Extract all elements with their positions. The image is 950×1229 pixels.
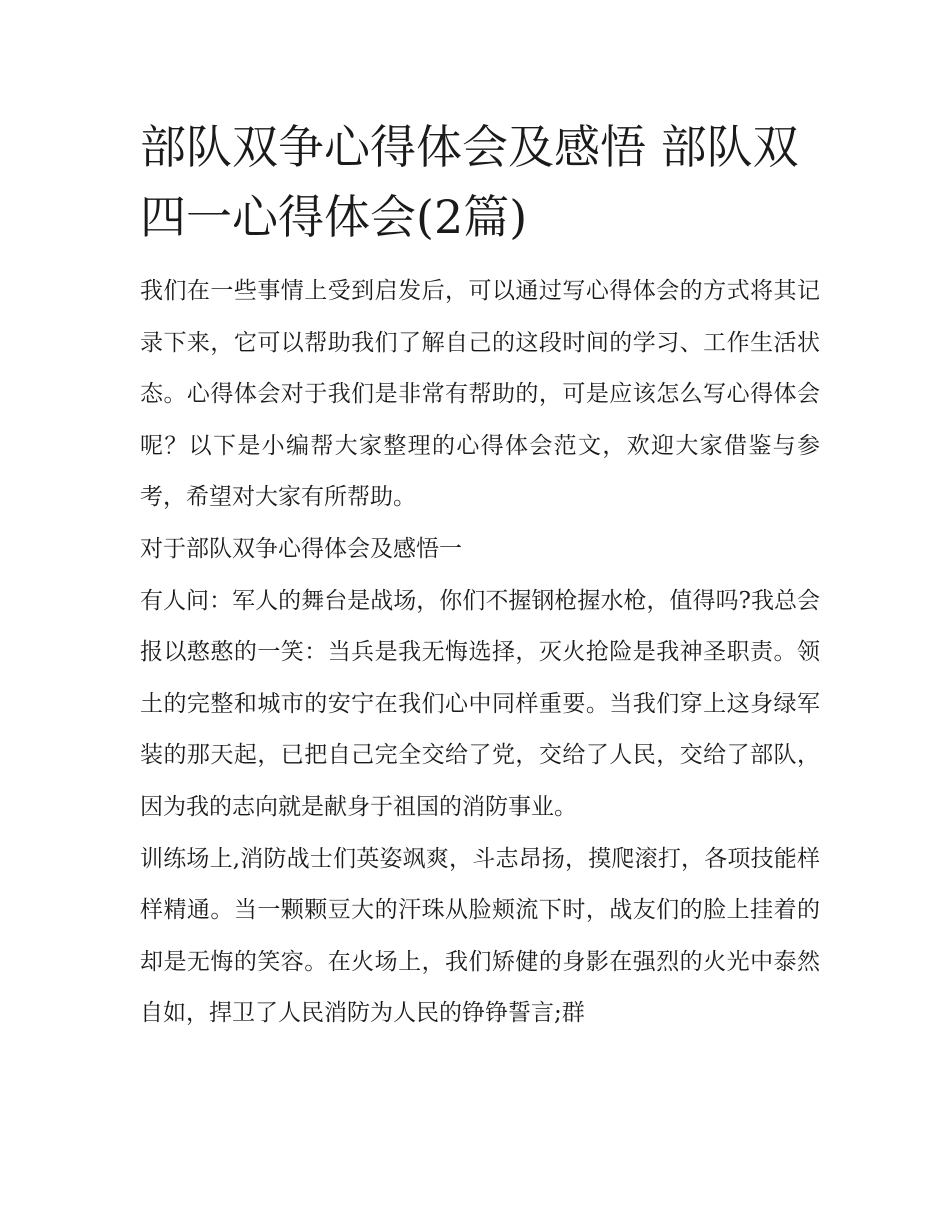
body-paragraph: 训练场上,消防战士们英姿飒爽，斗志昂扬，摸爬滚打，各项技能样样精通。当一颗颗豆大的汗珠从脸颊流下时，战友们的脸上挂着的却是无悔的笑容。在火场上，我们矫健的身影在强烈的火光中泰然自如，捍卫了人民消防为人民的铮铮誓言;群 <box>140 845 820 1027</box>
section-heading: 对于部队双争心得体会及感悟一 <box>140 535 462 562</box>
intro-paragraph: 我们在一些事情上受到启发后，可以通过写心得体会的方式将其记录下来，它可以帮助我们了解自己的这段时间的学习、工作生活状态。心得体会对于我们是非常有帮助的，可是应该怎么写心得体会呢？以下是小编帮大家整理的心得体会范文，欢迎大家借鉴与参考，希望对大家有所帮助。 <box>140 278 820 511</box>
document-title: 部队双争心得体会及感悟 部队双四一心得体会(2篇) <box>140 120 799 244</box>
body-paragraph: 有人问：军人的舞台是战场，你们不握钢枪握水枪，值得吗?我总会报以憨憨的一笑：当兵是我无悔选择，灭火抢险是我神圣职责。领土的完整和城市的安宁在我们心中同样重要。当我们穿上这身绿军装的那天起，已把自己完全交给了党，交给了人民，交给了部队，因为我的志向就是献身于祖国的消防事业。 <box>140 587 820 820</box>
document-page <box>140 112 820 1040</box>
